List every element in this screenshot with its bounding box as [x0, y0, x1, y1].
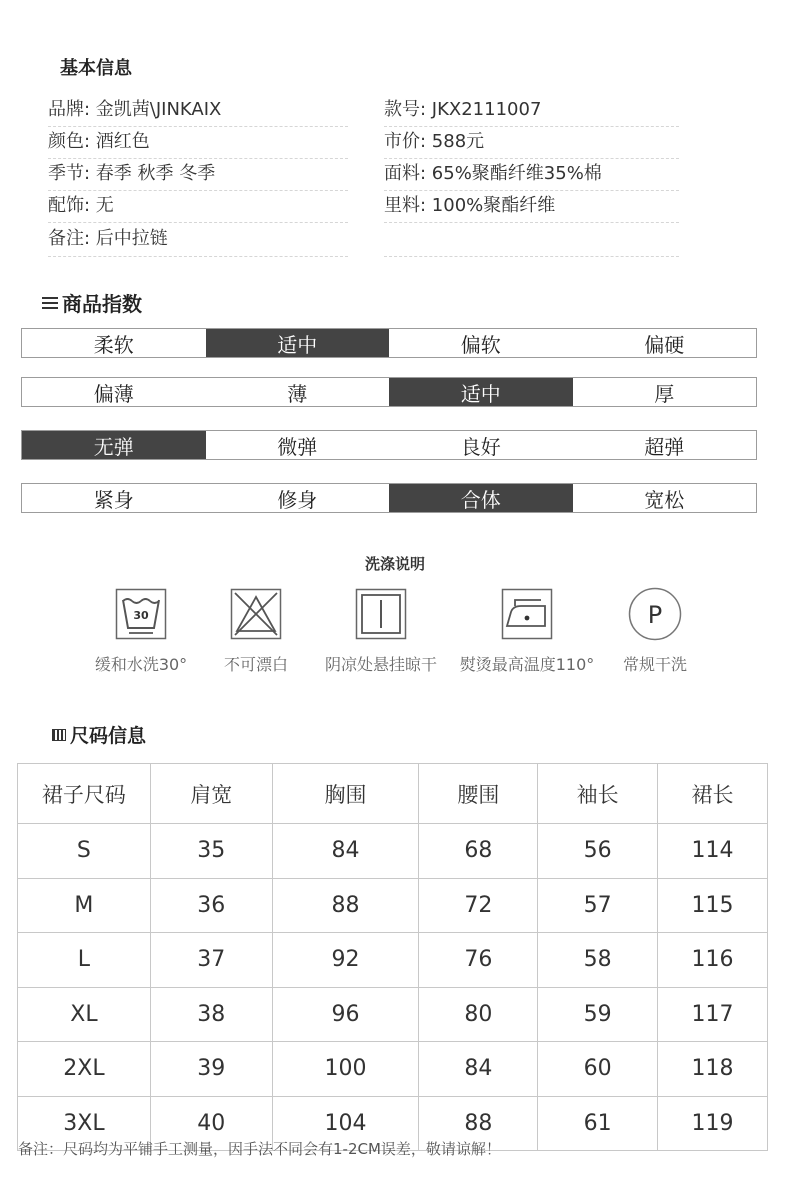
table-header-row — [18, 764, 768, 824]
table-row — [18, 1042, 768, 1097]
list-icon — [42, 297, 58, 309]
index-option: 修身 — [277, 487, 318, 512]
table-cell: 100 — [272, 1042, 419, 1097]
wash-label: 缓和水洗30° — [94, 655, 188, 674]
table-cell: 96 — [272, 987, 419, 1042]
info-brand: 品牌: 金凯茜\JINKAIX — [48, 99, 222, 120]
table-header: 裙子尺码 — [18, 764, 151, 824]
indices-title-text: 商品指数 — [62, 292, 142, 316]
index-option: 偏软 — [460, 332, 501, 357]
no-bleach-icon — [228, 586, 284, 642]
index-option: 柔软 — [93, 332, 134, 357]
index-option: 宽松 — [644, 487, 685, 512]
divider — [384, 222, 679, 223]
table-cell: 61 — [538, 1096, 658, 1151]
info-season: 季节: 春季 秋季 冬季 — [48, 163, 216, 184]
table-cell: 104 — [272, 1096, 419, 1151]
table-cell: 116 — [658, 933, 768, 988]
table-row — [18, 824, 768, 879]
index-option: 厚 — [654, 381, 675, 406]
table-cell: 35 — [150, 824, 272, 879]
info-style-no: 款号: JKX2111007 — [384, 99, 542, 120]
table-header: 裙长 — [658, 764, 768, 824]
table-cell: 88 — [272, 878, 419, 933]
svg-text:30: 30 — [133, 609, 149, 622]
basic-info-title: 基本信息 — [60, 58, 132, 79]
table-row — [18, 933, 768, 988]
wash-30-icon — [113, 586, 169, 642]
info-lining: 里料: 100%聚酯纤维 — [384, 195, 556, 216]
table-cell: 92 — [272, 933, 419, 988]
table-cell: 58 — [538, 933, 658, 988]
index-option: 薄 — [287, 381, 308, 406]
table-header: 袖长 — [538, 764, 658, 824]
indices-title — [42, 288, 142, 317]
table-cell: 80 — [419, 987, 538, 1042]
table-header: 肩宽 — [150, 764, 272, 824]
index-row-thickness — [21, 377, 757, 407]
index-option: 偏硬 — [644, 332, 685, 357]
size-title — [52, 721, 146, 748]
size-table — [17, 763, 768, 1151]
table-cell: XL — [18, 987, 151, 1042]
index-option: 微弹 — [277, 434, 318, 459]
info-fabric: 面料: 65%聚酯纤维35%棉 — [384, 163, 602, 184]
index-row-fit — [21, 483, 757, 513]
index-option: 适中 — [206, 329, 390, 357]
table-cell: 72 — [419, 878, 538, 933]
index-option: 偏薄 — [93, 381, 134, 406]
table-cell: 115 — [658, 878, 768, 933]
dry-clean-p-icon — [627, 586, 683, 642]
table-cell: 39 — [150, 1042, 272, 1097]
table-icon — [52, 729, 66, 741]
table-cell: 3XL — [18, 1096, 151, 1151]
table-cell: 60 — [538, 1042, 658, 1097]
divider — [384, 256, 679, 257]
table-cell: 84 — [419, 1042, 538, 1097]
table-cell: 38 — [150, 987, 272, 1042]
table-cell: 56 — [538, 824, 658, 879]
info-price: 市价: 588元 — [384, 131, 485, 152]
table-cell: 118 — [658, 1042, 768, 1097]
wash-item — [306, 586, 456, 675]
table-cell: 57 — [538, 878, 658, 933]
index-row-elasticity — [21, 430, 757, 460]
table-cell: M — [18, 878, 151, 933]
wash-label: 不可漂白 — [223, 655, 288, 674]
index-option: 合体 — [389, 484, 573, 512]
table-cell: 36 — [150, 878, 272, 933]
index-option: 紧身 — [93, 487, 134, 512]
index-row-softness — [21, 328, 757, 358]
iron-110-icon — [499, 586, 555, 642]
index-option: 良好 — [460, 434, 501, 459]
table-row — [18, 987, 768, 1042]
table-cell: 40 — [150, 1096, 272, 1151]
shade-hang-dry-icon — [353, 586, 409, 642]
table-cell: 114 — [658, 824, 768, 879]
size-title-text: 尺码信息 — [70, 725, 147, 747]
table-header: 胸围 — [272, 764, 419, 824]
index-option: 无弹 — [22, 431, 206, 459]
table-cell: L — [18, 933, 151, 988]
table-cell: 119 — [658, 1096, 768, 1151]
table-cell: 84 — [272, 824, 419, 879]
table-header: 腰围 — [419, 764, 538, 824]
info-remark: 备注: 后中拉链 — [48, 228, 168, 249]
svg-text:P: P — [647, 601, 663, 629]
table-cell: 117 — [658, 987, 768, 1042]
table-cell: 88 — [419, 1096, 538, 1151]
wash-item — [580, 586, 730, 675]
table-row — [18, 878, 768, 933]
table-cell: 68 — [419, 824, 538, 879]
table-cell: 76 — [419, 933, 538, 988]
index-option: 超弹 — [644, 434, 685, 459]
table-cell: 2XL — [18, 1042, 151, 1097]
table-cell: S — [18, 824, 151, 879]
table-cell: 37 — [150, 933, 272, 988]
wash-label: 阴凉处悬挂晾干 — [324, 655, 437, 674]
info-color: 颜色: 酒红色 — [48, 131, 150, 152]
divider — [48, 256, 348, 257]
index-option: 适中 — [389, 378, 573, 406]
size-note: 备注：尺码均为平铺手工测量，因手法不同会有1-2CM误差，敬请谅解！ — [18, 1140, 501, 1158]
table-cell: 59 — [538, 987, 658, 1042]
info-accessory: 配饰: 无 — [48, 195, 114, 216]
wash-label: 熨烫最高温度110° — [459, 655, 595, 674]
wash-title: 洗涤说明 — [364, 555, 425, 573]
wash-label: 常规干洗 — [622, 655, 687, 674]
